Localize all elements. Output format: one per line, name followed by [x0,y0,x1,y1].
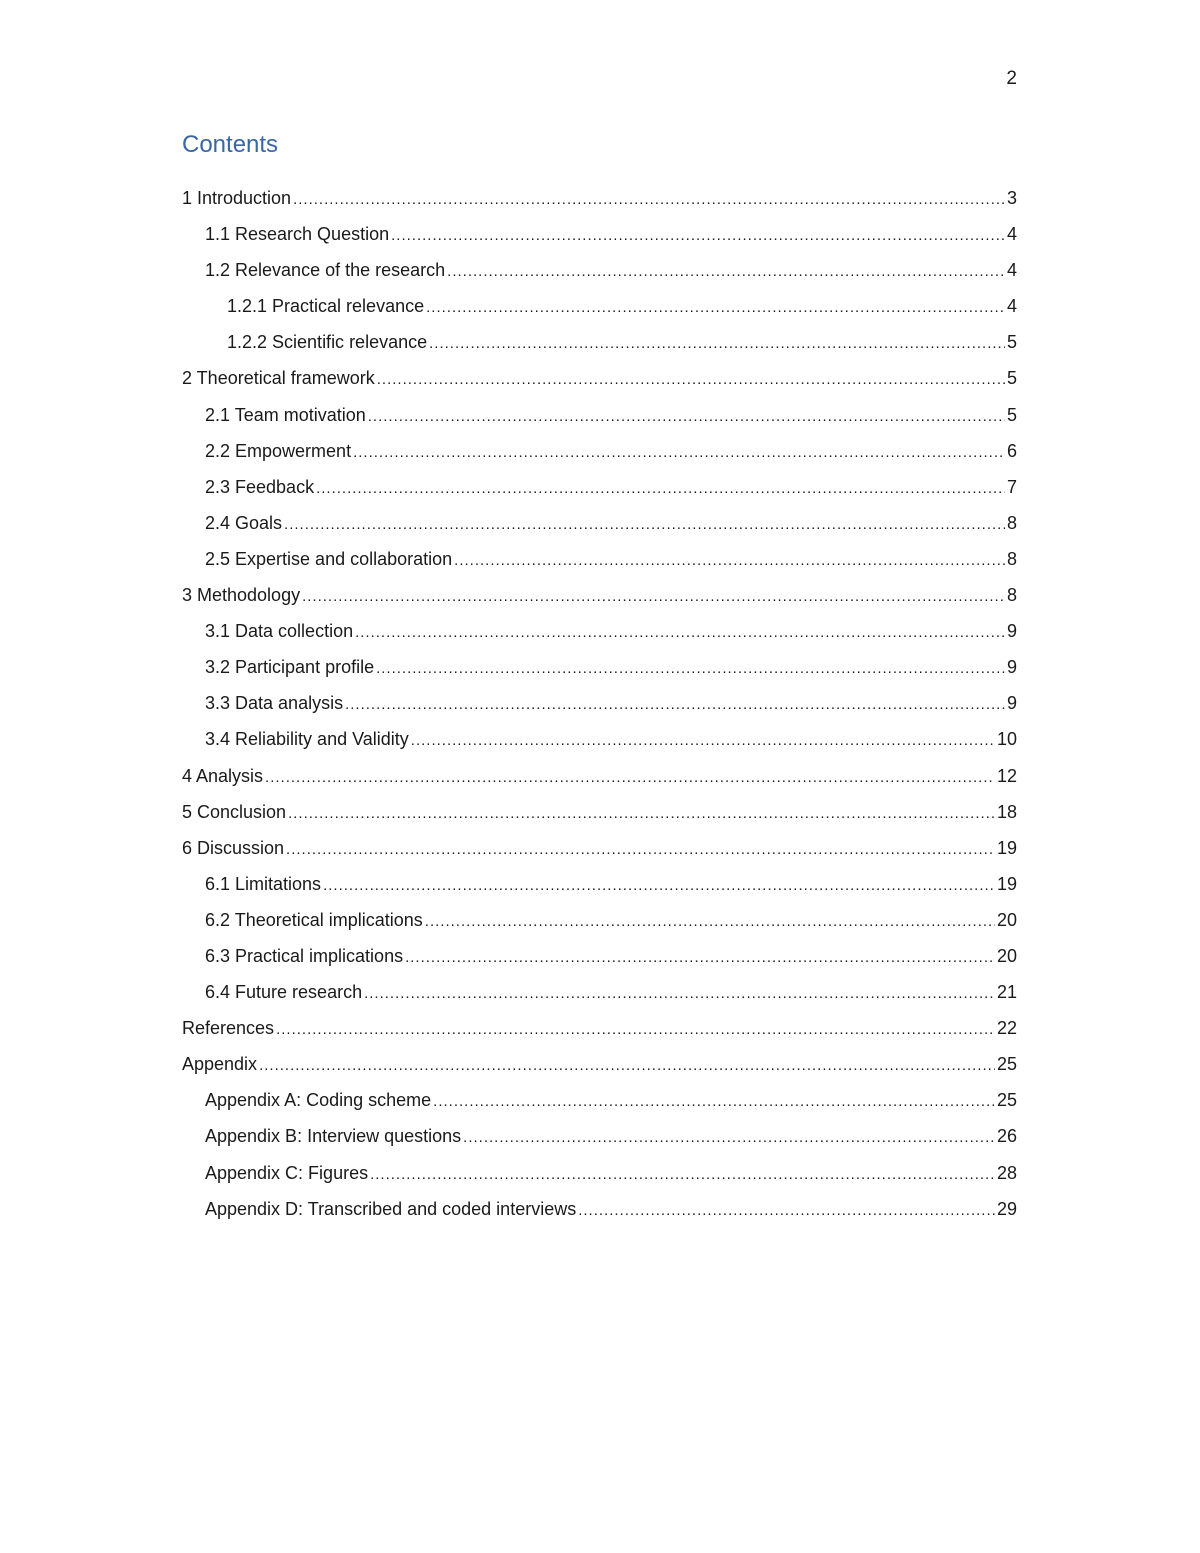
toc-entry[interactable] [182,798,1017,834]
dot-leader [429,330,1005,358]
toc-entry[interactable] [182,870,1017,906]
toc-entry-page: 8 [1006,512,1017,533]
toc-entry-page: 19 [996,837,1017,858]
toc-entry-title: 5 Conclusion [182,801,287,822]
toc-entry[interactable] [182,1195,1017,1231]
toc-entry-title: 4 Analysis [182,765,264,786]
toc-entry-title: 2 Theoretical framework [182,368,375,389]
toc-entry-title: Appendix D: Transcribed and coded interviews [205,1198,577,1219]
toc-entry[interactable] [182,725,1017,761]
page-number: 2 [1006,68,1017,89]
dot-leader [368,403,1005,431]
dot-leader [286,836,995,864]
dot-leader [284,511,1005,539]
toc-entry[interactable] [182,653,1017,689]
table-of-contents [182,184,1017,1231]
toc-entry-page: 20 [996,909,1017,930]
toc-entry-title: Appendix B: Interview questions [205,1126,462,1147]
toc-entry-page: 20 [996,945,1017,966]
toc-entry-page: 25 [996,1090,1017,1111]
dot-leader [425,908,995,936]
toc-entry[interactable] [182,437,1017,473]
toc-entry[interactable] [182,473,1017,509]
toc-entry-page: 29 [996,1198,1017,1219]
toc-entry-page: 10 [996,729,1017,750]
toc-entry[interactable] [182,581,1017,617]
toc-entry-page: 19 [996,873,1017,894]
toc-entry-title: 6 Discussion [182,837,285,858]
dot-leader [370,1161,995,1189]
toc-entry-page: 4 [1006,224,1017,245]
toc-entry-page: 7 [1006,476,1017,497]
toc-entry-page: 8 [1006,548,1017,569]
dot-leader [377,366,1005,394]
dot-leader [345,691,1005,719]
toc-entry-title: 3.2 Participant profile [205,657,375,678]
toc-entry-title: 1.2.2 Scientific relevance [227,332,428,353]
toc-entry-page: 4 [1006,260,1017,281]
dot-leader [376,655,1005,683]
toc-entry[interactable] [182,328,1017,364]
toc-entry-title: 2.2 Empowerment [205,440,352,461]
toc-entry-title: 3.1 Data collection [205,621,354,642]
dot-leader [323,872,995,900]
toc-entry[interactable] [182,1014,1017,1050]
toc-entry[interactable] [182,834,1017,870]
toc-entry-title: 6.2 Theoretical implications [205,909,423,930]
toc-entry[interactable] [182,1122,1017,1158]
dot-leader [293,186,1005,214]
toc-entry[interactable] [182,617,1017,653]
toc-entry-page: 4 [1006,296,1017,317]
dot-leader [463,1124,995,1152]
toc-entry[interactable] [182,1050,1017,1086]
dot-leader [276,1016,995,1044]
toc-entry-page: 22 [996,1018,1017,1039]
toc-entry-title: 1 Introduction [182,188,292,208]
toc-entry-page: 5 [1006,404,1017,425]
dot-leader [426,294,1005,322]
toc-entry-title: 1.2.1 Practical relevance [227,296,425,317]
dot-leader [447,258,1005,286]
dot-leader [405,944,995,972]
dot-leader [454,547,1005,575]
toc-entry-page: 8 [1006,585,1017,606]
toc-entry[interactable] [182,545,1017,581]
toc-entry[interactable] [182,184,1017,220]
dot-leader [578,1197,995,1225]
toc-entry-title: 2.3 Feedback [205,476,315,497]
toc-entry-title: 2.1 Team motivation [205,404,366,425]
toc-entry-title: 2.4 Goals [205,512,283,533]
toc-entry-page: 26 [996,1126,1017,1147]
dot-leader [411,727,995,755]
toc-entry-page: 5 [1006,368,1017,389]
toc-entry-title: 6.1 Limitations [205,873,322,894]
toc-entry[interactable] [182,942,1017,978]
dot-leader [353,439,1005,467]
toc-entry-title: 1.1 Research Question [205,224,390,245]
toc-title: Contents [182,131,279,158]
toc-entry[interactable] [182,256,1017,292]
toc-entry[interactable] [182,509,1017,545]
dot-leader [302,583,1005,611]
toc-entry[interactable] [182,364,1017,400]
toc-entry-title: 3.4 Reliability and Validity [205,729,409,750]
dot-leader [316,475,1005,503]
toc-entry-title: References [182,1018,275,1039]
dot-leader [259,1052,995,1080]
toc-entry[interactable] [182,1086,1017,1122]
toc-entry-page: 25 [996,1054,1017,1075]
toc-entry-page: 6 [1006,440,1017,461]
dot-leader [364,980,995,1008]
toc-entry[interactable] [182,762,1017,798]
toc-entry-title: 1.2 Relevance of the research [205,260,446,281]
toc-entry-title: 6.4 Future research [205,982,363,1003]
toc-entry-title: 3.3 Data analysis [205,693,344,714]
toc-entry-page: 9 [1006,621,1017,642]
toc-entry-page: 9 [1006,657,1017,678]
toc-entry[interactable] [182,906,1017,942]
toc-entry[interactable] [182,401,1017,437]
toc-entry-page: 21 [996,982,1017,1003]
dot-leader [391,222,1005,250]
toc-entry[interactable] [182,292,1017,328]
dot-leader [355,619,1005,647]
dot-leader [288,800,995,828]
toc-entry-page: 12 [996,765,1017,786]
toc-entry-page: 18 [996,801,1017,822]
toc-entry-title: 2.5 Expertise and collaboration [205,548,453,569]
toc-entry-page: 9 [1006,693,1017,714]
dot-leader [265,764,995,792]
dot-leader [433,1088,995,1116]
toc-entry-page: 5 [1006,332,1017,353]
toc-entry-page: 28 [996,1162,1017,1183]
toc-entry[interactable] [182,220,1017,256]
toc-entry[interactable] [182,978,1017,1014]
toc-entry-title: 3 Methodology [182,585,301,606]
toc-entry-title: Appendix C: Figures [205,1162,369,1183]
toc-entry-title: 6.3 Practical implications [205,945,404,966]
toc-entry-title: Appendix A: Coding scheme [205,1090,432,1111]
toc-entry-title: Appendix [182,1054,258,1075]
toc-entry[interactable] [182,1159,1017,1195]
toc-entry-page: 3 [1006,188,1017,208]
toc-entry[interactable] [182,689,1017,725]
